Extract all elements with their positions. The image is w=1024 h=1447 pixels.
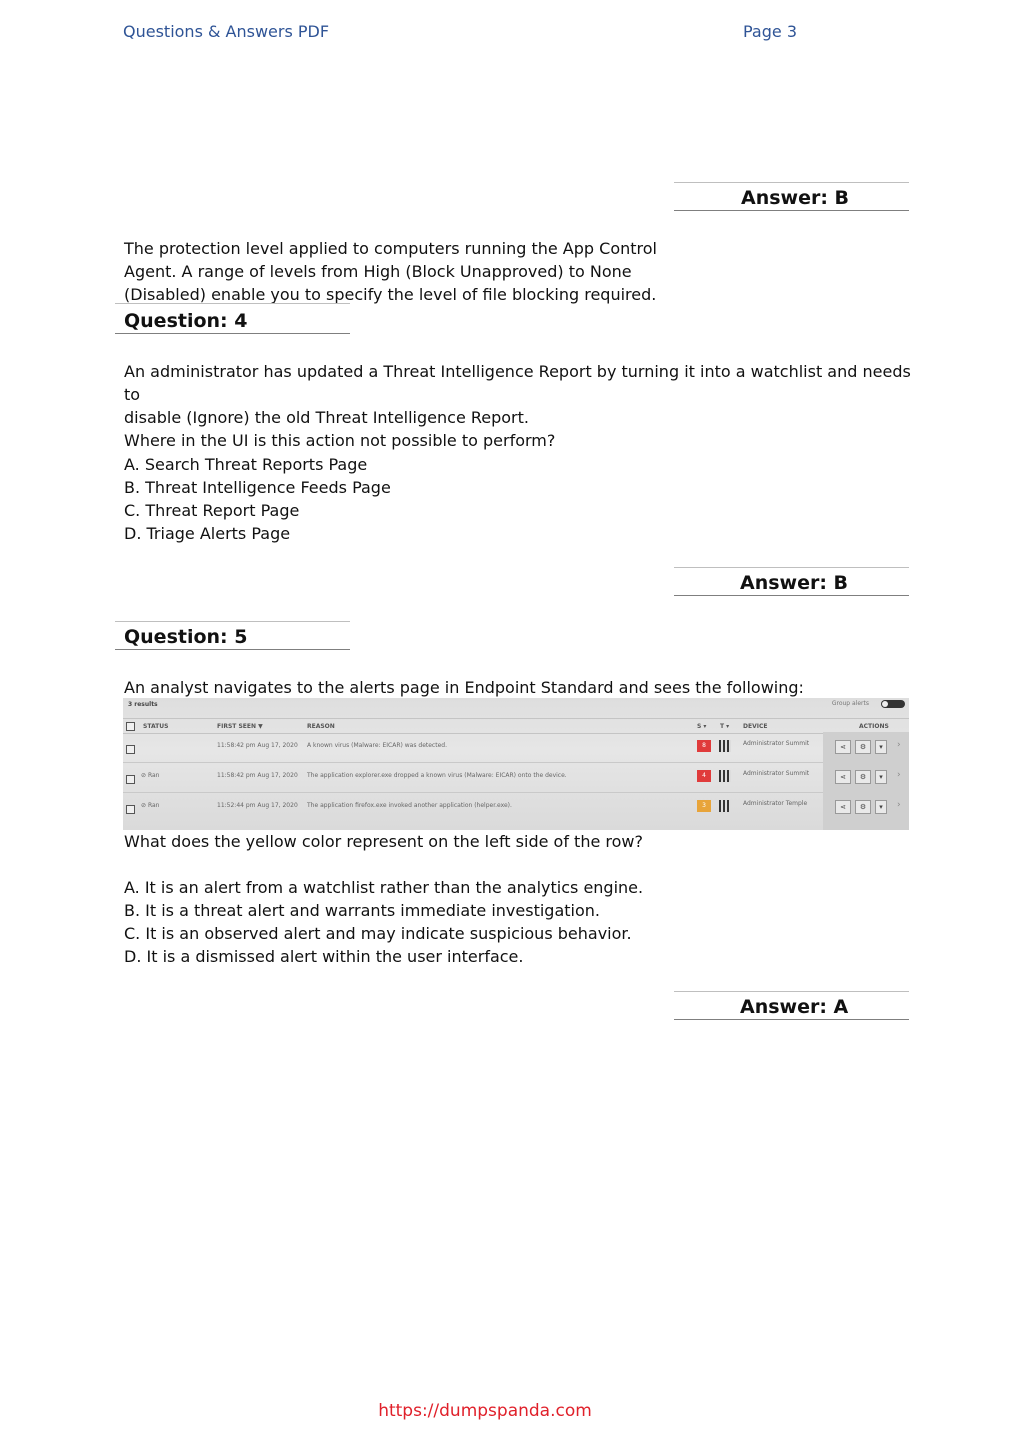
table-row[interactable] (123, 734, 909, 763)
severity-badge: 8 (697, 740, 711, 752)
col-first-seen[interactable]: FIRST SEEN ▼ (217, 723, 263, 730)
type-bars-icon (719, 800, 731, 812)
footer-link[interactable]: https://dumpspanda.com (378, 1401, 592, 1421)
question-5-answer: Answer: A (740, 996, 849, 1018)
answer-rule-top (674, 182, 909, 183)
gear-icon[interactable]: ⚙ (855, 770, 871, 784)
share-icon[interactable]: ⋖ (835, 800, 851, 814)
answer-rule-bottom (674, 210, 909, 211)
row-first-seen: 11:58:42 pm Aug 17, 2020 (217, 772, 298, 779)
gear-icon[interactable]: ⚙ (855, 800, 871, 814)
row-device[interactable]: Administrator Summit (743, 770, 810, 777)
actions-column (823, 732, 909, 830)
option-c: C. It is an observed alert and may indicate suspicious behavior. (124, 924, 632, 943)
question-4-title: Question: 4 (124, 310, 248, 332)
question-5-text: What does the yellow color represent on the left side of the row? (124, 832, 643, 851)
question-4-answer: Answer: B (740, 572, 849, 594)
table-header (123, 718, 909, 734)
option-b: B. Threat Intelligence Feeds Page (124, 478, 391, 497)
explanation-line: The protection level applied to computers running the App Control (124, 239, 657, 258)
type-bars-icon (719, 740, 731, 752)
row-device[interactable]: Administrator Temple (743, 800, 808, 807)
row-checkbox[interactable] (126, 805, 135, 814)
row-first-seen: 11:52:44 pm Aug 17, 2020 (217, 802, 298, 809)
question-rule-top (115, 621, 350, 622)
results-count: 3 results (128, 701, 158, 708)
chevron-right-icon[interactable]: › (897, 770, 901, 780)
ran-icon: ⊘ (141, 802, 148, 809)
answer-rule-bottom (674, 595, 909, 596)
question-5-options (124, 876, 643, 968)
row-reason: A known virus (Malware: EICAR) was detected. (307, 742, 447, 749)
question-rule-bottom (115, 333, 350, 334)
table-row[interactable] (123, 764, 909, 793)
dropdown-icon[interactable]: ▾ (875, 770, 887, 784)
header-title: Questions & Answers PDF (123, 22, 330, 41)
chevron-right-icon[interactable]: › (897, 800, 901, 810)
row-device[interactable]: Administrator Summit (743, 740, 810, 747)
severity-badge: 4 (697, 770, 711, 782)
dropdown-icon[interactable]: ▾ (875, 740, 887, 754)
row-reason: The application explorer.exe dropped a known virus (Malware: EICAR) onto the device. (307, 772, 567, 779)
row-checkbox[interactable] (126, 775, 135, 784)
answer-rule-top (674, 991, 909, 992)
row-status-text: Ran (147, 772, 160, 779)
question-rule-top (115, 303, 350, 304)
row-first-seen: 11:58:42 pm Aug 17, 2020 (217, 742, 298, 749)
col-device[interactable]: DEVICE (743, 723, 768, 730)
explanation (124, 237, 684, 306)
col-severity[interactable]: S ▾ (697, 723, 707, 730)
question-5-intro: An analyst navigates to the alerts page in Endpoint Standard and sees the following: (124, 678, 804, 697)
dropdown-icon[interactable]: ▾ (875, 800, 887, 814)
option-d: D. Triage Alerts Page (124, 524, 291, 543)
row-status-text: Ran (147, 802, 160, 809)
prev-answer: Answer: B (741, 187, 850, 209)
chevron-right-icon[interactable]: › (897, 740, 901, 750)
col-reason[interactable]: REASON (307, 723, 335, 730)
page-number: Page 3 (743, 22, 797, 41)
row-status (141, 802, 159, 809)
question-4-text (124, 360, 914, 452)
share-icon[interactable]: ⋖ (835, 770, 851, 784)
ran-icon: ⊘ (141, 772, 148, 779)
explanation-line: (Disabled) enable you to specify the level of file blocking required. (124, 285, 657, 304)
question-rule-bottom (115, 649, 350, 650)
option-a: A. It is an alert from a watchlist rather than the analytics engine. (124, 878, 644, 897)
option-b: B. It is a threat alert and warrants immediate investigation. (124, 901, 600, 920)
group-alerts-toggle[interactable] (881, 700, 905, 708)
select-all-checkbox[interactable] (126, 722, 135, 731)
question-line: disable (Ignore) the old Threat Intelligence Report. (124, 408, 529, 427)
question-5-title: Question: 5 (124, 626, 248, 648)
col-status[interactable]: STATUS (143, 723, 169, 730)
col-type[interactable]: T ▾ (720, 723, 730, 730)
gear-icon[interactable]: ⚙ (855, 740, 871, 754)
share-icon[interactable]: ⋖ (835, 740, 851, 754)
question-line: Where in the UI is this action not possible to perform? (124, 431, 556, 450)
row-reason: The application firefox.exe invoked another application (helper.exe). (307, 802, 512, 809)
row-status (141, 772, 159, 779)
answer-rule-top (674, 567, 909, 568)
group-alerts-label: Group alerts (831, 700, 869, 707)
table-row[interactable] (123, 794, 909, 822)
question-line: An administrator has updated a Threat Intelligence Report by turning it into a watchlist and needs to (124, 362, 911, 404)
option-a: A. Search Threat Reports Page (124, 455, 368, 474)
severity-badge: 3 (697, 800, 711, 812)
question-4-options (124, 453, 391, 545)
option-c: C. Threat Report Page (124, 501, 300, 520)
answer-rule-bottom (674, 1019, 909, 1020)
col-actions: ACTIONS (859, 723, 889, 730)
explanation-line: Agent. A range of levels from High (Block Unapproved) to None (124, 262, 632, 281)
alerts-screenshot (123, 698, 909, 830)
type-bars-icon (719, 770, 731, 782)
option-d: D. It is a dismissed alert within the user interface. (124, 947, 524, 966)
row-checkbox[interactable] (126, 745, 135, 754)
